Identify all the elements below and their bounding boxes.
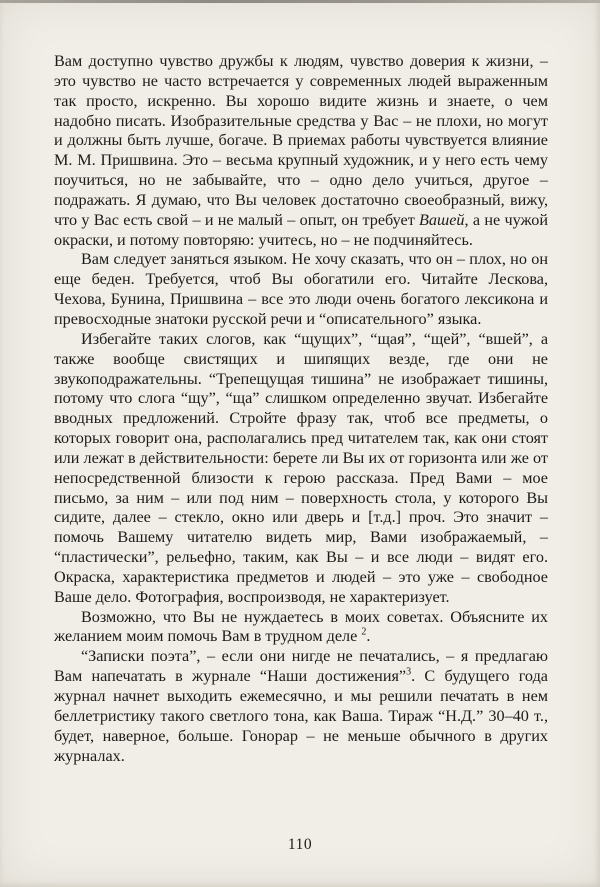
text-segment: Вам доступно чувство дружбы к людям, чувство доверия к жизни, – это чувство не часто встречается у современных людей выраженным так просто, искренно. Вы хорошо видите жизнь и знаете, о чем надобно писать. Изобразительные средства у Вас – не плохи, но могут и должны быть лучше, богаче. В приемах работы чувствуется влияние М. М. Пришвина. Это – весьма крупный художник, и у него есть чему поучиться, но не забывайте, что – одно дело учиться, другое – подражать. Я думаю, что Вы человек достаточно своеобразный, вижу, что у Вас есть свой – и не малый – опыт, он требует xyxy=(54,52,548,229)
italic-segment: Вашей xyxy=(419,210,465,229)
paragraph xyxy=(54,250,548,329)
text-block xyxy=(54,52,548,766)
paragraph xyxy=(54,608,548,648)
footnote-ref: 3 xyxy=(406,666,412,678)
text-segment: Избегайте таких слогов, как “щущих”, “щая”, “щей”, “вшей”, а также вообще свистящих и шипящих везде, где они не звукоподражательны. “Трепещущая тишина” не изображает тишины, потому что слога “щу”, “ща” слишком определенно звучат. Избегайте вводных предложений. Стройте фразу так, чтоб все предметы, о которых говорит она, располагались пред читателем так, как они стоят или лежат в действительности: берете ли Вы их от горизонта или же от непосредственной близости к герою рассказа. Пред Вами – мое письмо, за ним – или под ним – поверхность стола, у которого Вы сидите, далее – стекло, окно или дверь и [т.д.] проч. Это значит – помочь Вашему читателю видеть мир, Вами изображаемый, – “пластически”, рельефно, таким, как Вы – и все люди – видят его. Окраска, характеристика предметов и людей – это уже – свободное Ваше дело. Фотография, воспроизводя, не характеризует. xyxy=(54,329,548,606)
text-segment: “Записки поэта”, – если они нигде не печатались, – я предлагаю Вам напечатать в журнале “Наши достижения” xyxy=(54,647,548,686)
text-segment: Вам следует заняться языком. Не хочу сказать, что он – плох, но он еще беден. Требуется, чтоб Вы обогатили его. Читайте Лескова, Чехова, Бунина, Пришвина – все это люди очень богатого лексикона и превосходные знатоки русской речи и “описательного” языка. xyxy=(54,250,548,328)
text-segment: Возможно, что Вы не нуждаетесь в моих советах. Объясните их желанием моим помочь Вам в трудном деле xyxy=(54,607,548,646)
page-number: 110 xyxy=(287,836,313,853)
footnote-ref: 2 xyxy=(361,627,367,639)
text-segment: . С будущего года журнал начнет выходить ежемесячно, и мы решили печатать в нем беллетристику такого светлого тона, как Ваша. Тираж “Н.Д.” 30–40 т., будет, наверное, больше. Гонорар – не меньше обычного в других журналах. xyxy=(54,667,548,765)
paragraph xyxy=(54,647,548,766)
scan-edge-top xyxy=(0,0,600,3)
paragraph xyxy=(54,52,548,250)
text-segment: . xyxy=(366,627,371,646)
text-segment: , а не чужой окраски, и потому повторяю: учитесь, но – не подчиняйтесь. xyxy=(54,210,549,249)
paragraph xyxy=(54,330,548,608)
